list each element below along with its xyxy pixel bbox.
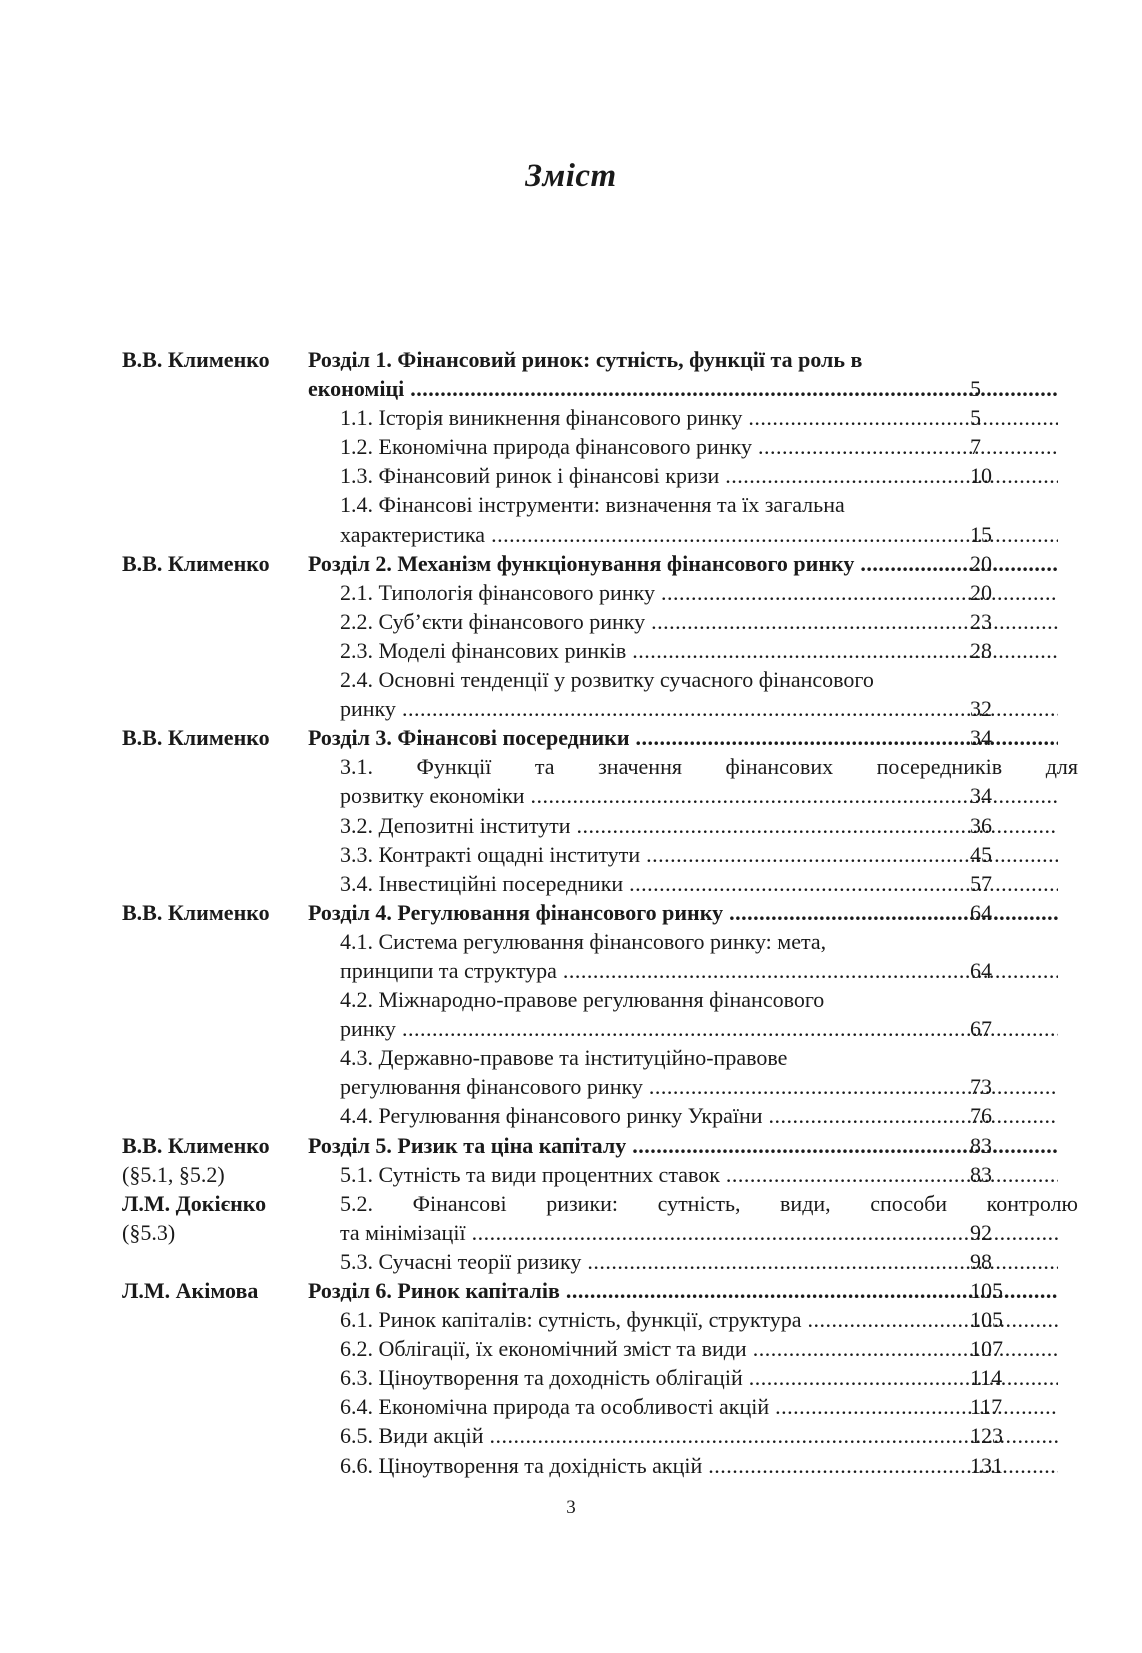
toc-chapter-title[interactable]: Розділ 2. Механізм функціонування фінансового ринку ..... [308, 549, 1058, 578]
toc-page-number: 23 [970, 608, 992, 634]
toc-section-title[interactable]: 4.1. Система регулювання фінансового ринку: мета, [340, 928, 827, 954]
toc-row [122, 1305, 1022, 1334]
toc-page-number: 105 [970, 1278, 1003, 1303]
toc-page-number: 117 [970, 1394, 1003, 1420]
toc-section-title[interactable]: 4.2. Міжнародно-правове регулювання фінансового [340, 987, 825, 1013]
toc-page-number: 83 [970, 1132, 992, 1158]
toc-row [122, 490, 1022, 519]
toc-chapter-title[interactable]: Розділ 6. Ринок капіталів ..... [308, 1276, 1058, 1305]
toc-section-title[interactable]: 2.4. Основні тенденції у розвитку сучасного фінансового [340, 667, 874, 693]
toc-page-number: 114 [970, 1365, 1003, 1391]
toc-row [122, 1363, 1022, 1392]
toc-row [122, 1392, 1022, 1421]
toc-author: В.В. Клименко [122, 725, 270, 751]
toc-author: (§5.3) [122, 1219, 176, 1245]
toc-page-number: 32 [970, 696, 992, 722]
toc-row [122, 1043, 1022, 1072]
toc-row [122, 1072, 1022, 1101]
toc-page-number: 64 [970, 957, 992, 983]
toc-row [122, 345, 1022, 374]
toc-section-title[interactable]: 1.4. Фінансові інструменти: визначення та їх загальна [340, 492, 845, 518]
page-number: 3 [566, 1497, 576, 1518]
toc-row [122, 1218, 1022, 1247]
toc-section-title[interactable]: ринку ..... [340, 1014, 1058, 1043]
toc-section-title[interactable]: 2.1. Типологія фінансового ринку ..... [340, 578, 1058, 607]
toc-page-number: 83 [970, 1161, 992, 1187]
toc-page-number: 5 [970, 405, 981, 431]
toc-section-title[interactable]: 2.3. Моделі фінансових ринків ..... [340, 636, 1058, 665]
toc-author: Л.М. Акімова [122, 1278, 259, 1303]
toc-row [122, 520, 1022, 549]
toc-page-number: 20 [970, 579, 992, 605]
toc-author: Л.М. Докієнко [122, 1190, 267, 1216]
toc-section-title[interactable]: 2.2. Суб’єкти фінансового ринку ..... [340, 607, 1058, 636]
toc-page-number: 10 [970, 463, 992, 489]
toc-section-title[interactable]: 3.1. Функції та значення фінансових посередників для [340, 754, 1078, 780]
toc-row [122, 549, 1022, 578]
toc-page-number: 131 [970, 1452, 1003, 1478]
toc-section-title[interactable]: ринку ..... [340, 694, 1058, 723]
toc-section-title[interactable]: регулювання фінансового ринку ..... [340, 1072, 1058, 1101]
toc-row [122, 869, 1022, 898]
toc-section-title[interactable]: 6.3. Ціноутворення та доходність облігацій ..... [340, 1363, 1058, 1392]
toc-section-title[interactable]: та мінімізації ..... [340, 1218, 1058, 1247]
toc-section-title[interactable]: принципи та структура ..... [340, 956, 1058, 985]
toc-row [122, 1014, 1022, 1043]
toc-row [122, 461, 1022, 490]
toc-page-number: 57 [970, 870, 992, 896]
toc-page-number: 36 [970, 812, 992, 838]
toc-row [122, 1189, 1078, 1218]
toc-row [122, 1421, 1022, 1450]
toc-row [122, 811, 1022, 840]
toc-section-title[interactable]: 3.3. Контракті ощадні інститути ..... [340, 840, 1058, 869]
toc-row [122, 985, 1022, 1014]
toc-chapter-title[interactable]: економіці ..... [308, 374, 1058, 403]
toc-page-number: 5 [970, 376, 981, 402]
toc-page-number: 64 [970, 899, 992, 925]
toc-page-number: 107 [970, 1336, 1003, 1362]
toc-row [122, 1451, 1022, 1480]
toc-section-title[interactable]: 1.3. Фінансовий ринок і фінансові кризи ..... [340, 461, 1058, 490]
toc-row [122, 781, 1022, 810]
toc-chapter-title[interactable]: Розділ 3. Фінансові посередники ..... [308, 723, 1058, 752]
toc-row [122, 723, 1022, 752]
toc-row [122, 432, 1022, 461]
toc-row [122, 1160, 1022, 1189]
toc-author: В.В. Клименко [122, 550, 270, 576]
toc-page-number: 34 [970, 725, 992, 751]
toc-row [122, 665, 1022, 694]
toc-chapter-title[interactable]: Розділ 1. Фінансовий ринок: сутність, функції та роль в [308, 347, 863, 372]
toc-row [122, 1247, 1022, 1276]
toc-section-title[interactable]: 4.4. Регулювання фінансового ринку України ..... [340, 1101, 1058, 1130]
toc-section-title[interactable]: 6.4. Економічна природа та особливості акцій ..... [340, 1392, 1058, 1421]
page-title: Зміст [525, 158, 617, 194]
toc-section-title[interactable]: характеристика ..... [340, 520, 1058, 549]
toc-page-number: 73 [970, 1074, 992, 1100]
toc-page-number: 123 [970, 1423, 1003, 1449]
toc-section-title[interactable]: 5.3. Сучасні теорії ризику ..... [340, 1247, 1058, 1276]
toc-section-title[interactable]: 3.2. Депозитні інститути ..... [340, 811, 1058, 840]
toc-row [122, 752, 1078, 781]
toc-section-title[interactable]: 3.4. Інвестиційні посередники ..... [340, 869, 1058, 898]
toc-section-title[interactable]: 6.1. Ринок капіталів: сутність, функції, структура ..... [340, 1305, 1058, 1334]
toc-page-number: 76 [970, 1103, 992, 1129]
toc-row [122, 636, 1022, 665]
toc-row [122, 1101, 1022, 1130]
toc-section-title[interactable]: 4.3. Державно-правове та інституційно-правове [340, 1045, 788, 1071]
toc-chapter-title[interactable]: Розділ 5. Ризик та ціна капіталу ..... [308, 1131, 1058, 1160]
toc-author: В.В. Клименко [122, 347, 270, 372]
toc-page-number: 92 [970, 1219, 992, 1245]
toc-section-title[interactable]: 6.6. Ціноутворення та дохідність акцій ..... [340, 1451, 1058, 1480]
toc-page-number: 34 [970, 783, 992, 809]
toc-section-title[interactable]: 6.2. Облігації, їх економічний зміст та види ..... [340, 1334, 1058, 1363]
toc-section-title[interactable]: 5.1. Сутність та види процентних ставок ..... [340, 1160, 1058, 1189]
toc-chapter-title[interactable]: Розділ 4. Регулювання фінансового ринку ..... [308, 898, 1058, 927]
toc-section-title[interactable]: 6.5. Види акцій ..... [340, 1421, 1058, 1450]
toc-row [122, 374, 1022, 403]
toc-page-number: 105 [970, 1307, 1003, 1333]
toc-author: (§5.1, §5.2) [122, 1161, 225, 1187]
toc-row [122, 578, 1022, 607]
toc-page-number: 28 [970, 637, 992, 663]
toc-page-number: 7 [970, 434, 981, 460]
toc-row [122, 927, 1022, 956]
toc-page-number: 45 [970, 841, 992, 867]
toc-row [122, 898, 1022, 927]
toc-section-title[interactable]: 1.1. Історія виникнення фінансового ринку ..... [340, 403, 1058, 432]
toc-author: В.В. Клименко [122, 1132, 270, 1158]
toc-row [122, 607, 1022, 636]
toc-section-title[interactable]: розвитку економіки ..... [340, 781, 1058, 810]
table-of-contents [122, 345, 1078, 1480]
toc-row [122, 1276, 1022, 1305]
toc-row [122, 840, 1022, 869]
toc-row [122, 694, 1022, 723]
toc-author: В.В. Клименко [122, 899, 270, 925]
toc-page-number: 20 [970, 550, 992, 576]
toc-section-title[interactable]: 1.2. Економічна природа фінансового ринку ..... [340, 432, 1058, 461]
toc-page-number: 98 [970, 1248, 992, 1274]
toc-page-number: 67 [970, 1016, 992, 1042]
toc-row [122, 1334, 1022, 1363]
toc-section-title[interactable]: 5.2. Фінансові ризики: сутність, види, способи контролю [340, 1190, 1078, 1216]
toc-page-number: 15 [970, 521, 992, 547]
toc-row [122, 403, 1022, 432]
toc-row [122, 1131, 1022, 1160]
toc-row [122, 956, 1022, 985]
